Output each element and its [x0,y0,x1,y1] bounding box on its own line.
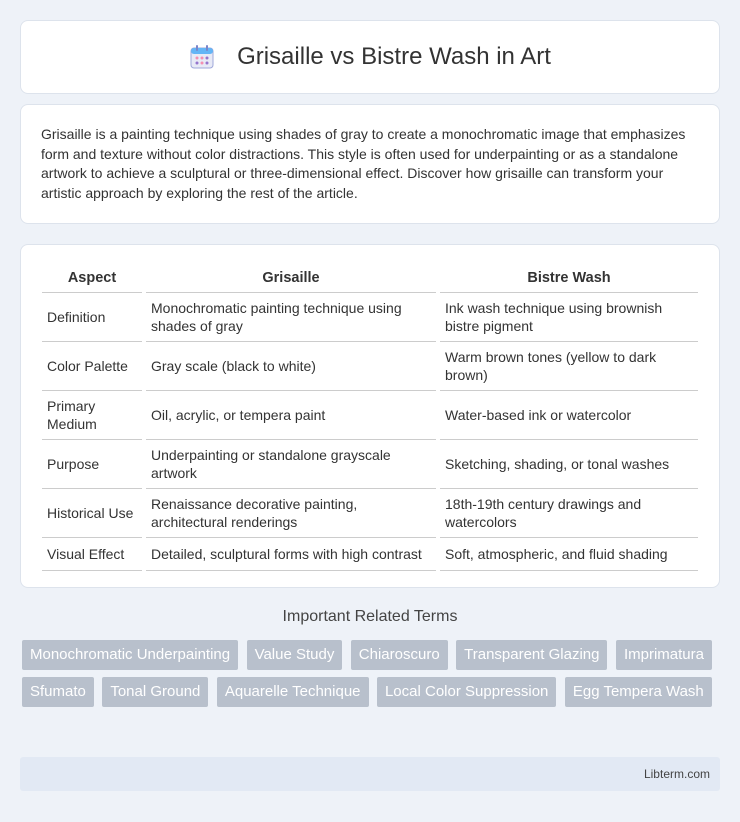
grisaille-cell: Renaissance decorative painting, architectural renderings [146,489,436,538]
page-title: Grisaille vs Bistre Wash in Art [237,43,551,70]
bistre-cell: Water-based ink or watercolor [440,391,698,440]
related-term-tag[interactable]: Transparent Glazing [456,640,607,670]
table-row [42,538,698,571]
calendar-icon [189,44,215,70]
related-term-tag[interactable]: Monochromatic Underpainting [22,640,238,670]
aspect-cell: Historical Use [42,489,142,538]
bistre-cell: Soft, atmospheric, and fluid shading [440,538,698,571]
comparison-table [38,263,702,571]
aspect-cell: Purpose [42,440,142,489]
table-row [42,391,698,440]
aspect-cell: Color Palette [42,342,142,391]
grisaille-cell: Underpainting or standalone grayscale artwork [146,440,436,489]
related-term-tag[interactable]: Aquarelle Technique [217,677,369,707]
related-term-tag[interactable]: Value Study [247,640,343,670]
related-terms-list [22,640,722,714]
bistre-cell: Warm brown tones (yellow to dark brown) [440,342,698,391]
grisaille-cell: Gray scale (black to white) [146,342,436,391]
aspect-cell: Primary Medium [42,391,142,440]
column-header-aspect: Aspect [42,263,142,293]
aspect-cell: Definition [42,293,142,342]
table-row [42,440,698,489]
bistre-cell: Ink wash technique using brownish bistre pigment [440,293,698,342]
column-header-bistre-wash: Bistre Wash [440,263,698,293]
table-row [42,342,698,391]
column-header-grisaille: Grisaille [146,263,436,293]
aspect-cell: Visual Effect [42,538,142,571]
table-row [42,489,698,538]
related-term-tag[interactable]: Local Color Suppression [377,677,556,707]
related-term-tag[interactable]: Imprimatura [616,640,712,670]
related-term-tag[interactable]: Tonal Ground [102,677,208,707]
related-terms-title: Important Related Terms [282,608,458,625]
grisaille-cell: Oil, acrylic, or tempera paint [146,391,436,440]
bistre-cell: 18th-19th century drawings and watercolors [440,489,698,538]
related-term-tag[interactable]: Sfumato [22,677,94,707]
footer-site-link[interactable]: Libterm.com [643,767,710,781]
related-term-tag[interactable]: Egg Tempera Wash [565,677,712,707]
footer [20,757,720,791]
intro-text: Grisaille is a painting technique using shades of gray to create a monochromatic image that emphasizes form and texture without color distractions. This style is often used for underpainting or as a standalone artwork to achieve a sculptural or three-dimensional effect. Discover how grisaille can transform your artistic approach by exploring the rest of the article. [41,126,686,201]
header-card [20,20,720,94]
related-term-tag[interactable]: Chiaroscuro [351,640,448,670]
comparison-table-card [20,244,720,588]
table-header-row [42,263,698,293]
bistre-cell: Sketching, shading, or tonal washes [440,440,698,489]
grisaille-cell: Monochromatic painting technique using shades of gray [146,293,436,342]
grisaille-cell: Detailed, sculptural forms with high contrast [146,538,436,571]
intro-card [20,104,720,224]
table-row [42,293,698,342]
